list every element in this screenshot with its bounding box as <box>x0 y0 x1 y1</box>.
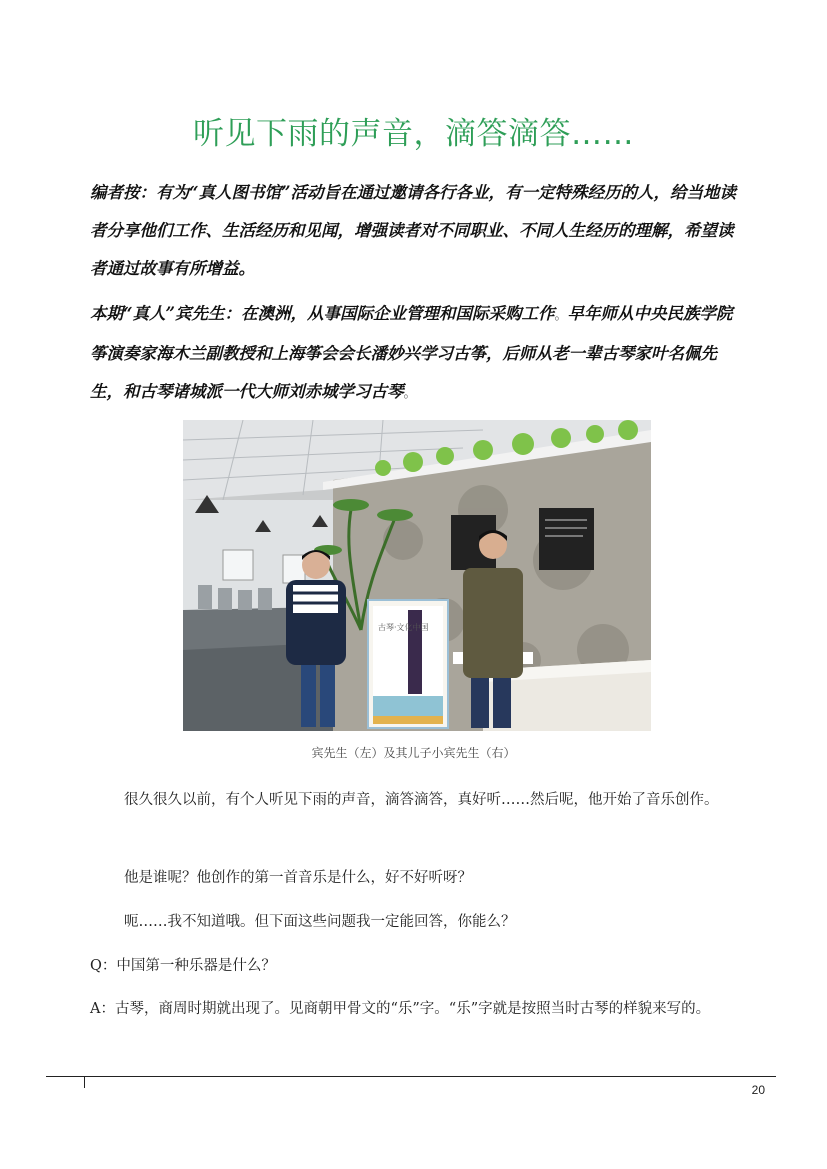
question-1: Q：中国第一种乐器是什么？ <box>90 958 276 974</box>
editor-note <box>90 174 740 288</box>
answer-1: A：古琴，商周时期就出现了。见商朝甲骨文的“乐”字。“乐”字就是按照当时古琴的样貌来写的。 <box>90 1001 711 1017</box>
paragraph-3: 呃……我不知道哦。但下面这些问题我一定能回答，你能么？ <box>124 914 516 930</box>
guest-intro <box>90 295 740 413</box>
guest-intro-text-2: 早年师从中央民族学院筝演奏家海木兰副教授和上海筝会会长潘妙兴学习古筝，后师从老一辈古琴家叶名佩先生，和古琴诸城派一代大师刘赤城学习古琴 <box>90 304 733 401</box>
guest-intro-tail-2: 。 <box>403 386 417 401</box>
editor-note-label: 编者按： <box>90 183 156 202</box>
editor-note-text: 有为“真人图书馆”活动旨在通过邀请各行各业，有一定特殊经历的人，给当地读者分享他们工作、生活经历和见闻，增强读者对不同职业、不同人生经历的理解，希望读者通过故事有所增益。 <box>90 183 736 278</box>
event-photo <box>183 420 651 731</box>
guest-intro-text: 本期“真人”宾先生：在澳洲，从事国际企业管理和国际采购工作 <box>90 304 555 323</box>
paragraph-2: 他是谁呢？他创作的第一首音乐是什么，好不好听呀？ <box>124 870 472 886</box>
paragraph-1: 很久很久以前，有个人听见下雨的声音，滴答滴答，真好听……然后呢，他开始了音乐创作。 <box>124 792 719 808</box>
page-title: 听见下雨的声音，滴答滴答…… <box>193 116 634 152</box>
footer-rule <box>46 1076 776 1077</box>
photo-caption: 宾先生（左）及其儿子小宾先生（右） <box>311 746 516 760</box>
footer-tick <box>84 1076 85 1088</box>
guest-intro-tail: 。 <box>554 308 568 323</box>
poster-title: 古琴·文化中国 <box>378 623 429 632</box>
page-number: 20 <box>751 1083 765 1097</box>
